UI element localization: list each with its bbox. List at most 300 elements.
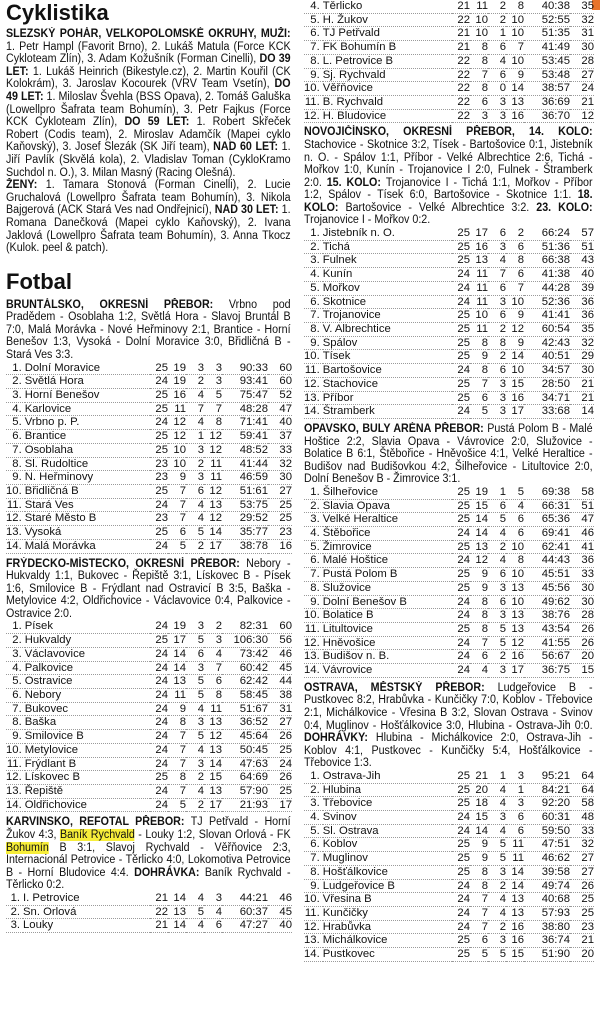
draws-cell: 5: [186, 688, 204, 702]
rank-cell: 8.: [304, 581, 323, 595]
points-cell: 32: [570, 336, 594, 350]
points-cell: 30: [268, 471, 292, 485]
points-cell: 60: [268, 620, 292, 633]
table-row: [6, 443, 292, 457]
table-row: [304, 893, 594, 907]
played-cell: 25: [452, 540, 470, 554]
team-cell: Služovice: [323, 581, 452, 595]
wins-cell: 8: [470, 622, 488, 636]
wins-cell: 17: [168, 634, 186, 648]
played-cell: 24: [452, 879, 470, 893]
played-cell: 24: [150, 688, 168, 702]
played-cell: 22: [452, 13, 470, 27]
points-cell: 12: [570, 109, 594, 123]
team-cell: Břidličná B: [25, 484, 150, 498]
draws-cell: 5: [488, 852, 506, 866]
table-row: [6, 716, 292, 730]
draws-cell: 1: [186, 430, 204, 444]
team-cell: Tísek: [323, 350, 452, 364]
rank-cell: 6.: [304, 27, 323, 41]
losses-cell: 6: [204, 675, 222, 689]
team-cell: Šilheřovice: [323, 486, 452, 499]
team-cell: Světlá Hora: [25, 375, 150, 389]
table-row: [304, 622, 594, 636]
team-cell: Sl. Ostrava: [323, 824, 452, 838]
draws-cell: 8: [488, 336, 506, 350]
score-cell: 44:28: [524, 281, 570, 295]
points-cell: 52: [268, 389, 292, 403]
draws-cell: 5: [488, 636, 506, 650]
wins-cell: 5: [168, 539, 186, 553]
losses-cell: 13: [204, 784, 222, 798]
rank-cell: 10.: [304, 82, 323, 96]
draws-cell: 1: [488, 486, 506, 499]
rank-cell: 3.: [6, 919, 23, 933]
played-cell: 24: [150, 498, 168, 512]
played-cell: 25: [452, 838, 470, 852]
played-cell: 25: [452, 783, 470, 797]
losses-cell: 6: [506, 513, 524, 527]
played-cell: 25: [452, 499, 470, 513]
played-cell: 22: [452, 54, 470, 68]
played-cell: 25: [452, 377, 470, 391]
losses-cell: 8: [506, 554, 524, 568]
played-cell: 21: [150, 919, 168, 933]
losses-cell: 14: [204, 757, 222, 771]
played-cell: 22: [452, 95, 470, 109]
points-cell: 23: [570, 920, 594, 934]
wins-cell: 7: [168, 784, 186, 798]
table-row: [304, 268, 594, 282]
losses-cell: 8: [204, 416, 222, 430]
wins-cell: 7: [168, 730, 186, 744]
result-text: 1. Tamara Stonová (Forman Cinelli), 2. Lucie Gruchalová (Lowellpro Šafrata team Bohumín), 3. Nikola Bajgerová (ACK Stará Ves nad Ondřejnicí),: [6, 179, 291, 217]
points-cell: 25: [268, 784, 292, 798]
team-cell: Řepiště: [25, 784, 150, 798]
table-row: [6, 892, 292, 905]
points-cell: 28: [570, 54, 594, 68]
team-cell: Mořkov: [323, 281, 452, 295]
rank-cell: 1.: [304, 227, 323, 240]
losses-cell: 10: [506, 364, 524, 378]
wins-cell: 7: [470, 906, 488, 920]
points-cell: 33: [570, 824, 594, 838]
draws-cell: 3: [186, 443, 204, 457]
draws-cell: 5: [186, 905, 204, 919]
karvinsko-league-table: [6, 892, 292, 933]
team-cell: B. Rychvald: [323, 95, 452, 109]
team-cell: Kunčičky: [323, 906, 452, 920]
wins-cell: 7: [168, 757, 186, 771]
wins-cell: 19: [168, 620, 186, 633]
wins-cell: 8: [470, 41, 488, 55]
losses-cell: 10: [506, 540, 524, 554]
draws-cell: 4: [186, 892, 204, 905]
losses-cell: 12: [204, 512, 222, 526]
played-cell: 24: [150, 539, 168, 553]
played-cell: 24: [150, 647, 168, 661]
points-cell: 48: [570, 811, 594, 825]
points-cell: 26: [570, 636, 594, 650]
points-cell: 51: [570, 499, 594, 513]
draws-cell: 3: [186, 757, 204, 771]
draws-cell: 4: [488, 783, 506, 797]
wins-cell: 9: [470, 350, 488, 364]
rank-cell: 11.: [304, 622, 323, 636]
bruntal-league-table: [6, 362, 292, 554]
score-cell: 50:45: [222, 743, 268, 757]
team-cell: Slavia Opava: [323, 499, 452, 513]
played-cell: 24: [150, 661, 168, 675]
team-cell: Tichá: [323, 240, 452, 254]
wins-cell: 19: [168, 362, 186, 375]
table-row: [6, 757, 292, 771]
losses-cell: 13: [506, 906, 524, 920]
score-cell: 36:69: [524, 95, 570, 109]
wins-cell: 8: [168, 771, 186, 785]
losses-cell: 15: [506, 948, 524, 962]
score-cell: 35:77: [222, 526, 268, 540]
played-cell: 24: [452, 281, 470, 295]
losses-cell: 6: [204, 919, 222, 933]
rank-cell: 9.: [304, 879, 323, 893]
played-cell: 25: [452, 336, 470, 350]
rank-cell: 10.: [6, 484, 25, 498]
played-cell: 25: [150, 771, 168, 785]
score-cell: 84:21: [524, 783, 570, 797]
played-cell: 24: [150, 620, 168, 633]
rank-cell: 13.: [304, 934, 323, 948]
rank-cell: 11.: [304, 364, 323, 378]
rank-cell: 9.: [6, 730, 25, 744]
rank-cell: 12.: [304, 920, 323, 934]
table-row: [6, 512, 292, 526]
score-cell: 40:51: [524, 350, 570, 364]
rank-cell: 5.: [304, 540, 323, 554]
wins-cell: 13: [168, 905, 186, 919]
table-row: [304, 948, 594, 962]
played-cell: 25: [452, 254, 470, 268]
team-cell: Velké Heraltice: [323, 513, 452, 527]
losses-cell: 13: [506, 581, 524, 595]
points-cell: 35: [570, 0, 594, 13]
team-cell: V. Albrechtice: [323, 323, 452, 337]
played-cell: 25: [452, 852, 470, 866]
points-cell: 51: [570, 240, 594, 254]
rank-cell: 2.: [6, 905, 23, 919]
rank-cell: 13.: [6, 526, 25, 540]
points-cell: 36: [570, 309, 594, 323]
draws-cell: 4: [186, 389, 204, 403]
score-cell: 40:68: [524, 893, 570, 907]
result-text: - Louky 1:2, Slovan Orlová - FK: [134, 828, 291, 841]
points-cell: 32: [268, 457, 292, 471]
team-cell: Litultovice: [323, 622, 452, 636]
section-label: DO 39 LET:: [6, 53, 291, 78]
played-cell: 25: [452, 391, 470, 405]
section-label: OSTRAVA, MĚSTSKÝ PŘEBOR:: [304, 681, 498, 694]
draws-cell: 3: [488, 405, 506, 419]
losses-cell: 3: [204, 375, 222, 389]
points-cell: 30: [570, 581, 594, 595]
draws-cell: 4: [186, 743, 204, 757]
draws-cell: 3: [488, 664, 506, 678]
played-cell: 24: [452, 295, 470, 309]
losses-cell: 12: [506, 323, 524, 337]
losses-cell: 11: [204, 471, 222, 485]
losses-cell: 13: [506, 609, 524, 623]
cycling-heading: Cyklistika: [6, 0, 109, 25]
frydek-league-table: [6, 620, 292, 812]
points-cell: 64: [570, 783, 594, 797]
karvinsko-league-table-continued: [304, 0, 594, 123]
losses-cell: 16: [506, 934, 524, 948]
wins-cell: 18: [470, 797, 488, 811]
team-cell: Bolatice B: [323, 609, 452, 623]
table-row: [6, 798, 292, 812]
section-label: DOHRÁVKY:: [304, 732, 376, 745]
draws-cell: 2: [488, 323, 506, 337]
losses-cell: 10: [506, 568, 524, 582]
result-text: 1. Romana Danečková (Mapei cyklo Kaňovský), 2. Ivana Jaklová (Lowellpro Šafrata team Bohumín), 3. Anna Tkocz (Kulok. peel & patch).: [6, 204, 291, 255]
team-cell: Jistebník n. O.: [323, 227, 452, 240]
score-cell: 59:41: [222, 430, 268, 444]
table-row: [6, 675, 292, 689]
wins-cell: 14: [168, 892, 186, 905]
wins-cell: 10: [470, 309, 488, 323]
rank-cell: 4.: [304, 0, 323, 13]
bruntal-results: [6, 299, 291, 362]
wins-cell: 16: [168, 389, 186, 403]
losses-cell: 10: [506, 595, 524, 609]
wins-cell: 17: [470, 227, 488, 240]
score-cell: 92:20: [524, 797, 570, 811]
table-row: [304, 295, 594, 309]
draws-cell: 3: [488, 581, 506, 595]
played-cell: 25: [452, 865, 470, 879]
wins-cell: 6: [470, 95, 488, 109]
rank-cell: 11.: [304, 906, 323, 920]
table-row: [304, 852, 594, 866]
rank-cell: 7.: [304, 41, 323, 55]
losses-cell: 8: [506, 0, 524, 13]
points-cell: 33: [268, 443, 292, 457]
wins-cell: 14: [470, 513, 488, 527]
score-cell: 60:54: [524, 323, 570, 337]
table-row: [304, 783, 594, 797]
table-row: [6, 688, 292, 702]
rank-cell: 2.: [304, 240, 323, 254]
rank-cell: 2.: [304, 783, 323, 797]
losses-cell: 14: [506, 879, 524, 893]
team-cell: L. Petrovice B: [323, 54, 452, 68]
played-cell: 24: [150, 702, 168, 716]
score-cell: 45:51: [524, 568, 570, 582]
draws-cell: 6: [488, 568, 506, 582]
draws-cell: 6: [488, 41, 506, 55]
team-cell: Osoblaha: [25, 443, 150, 457]
losses-cell: 7: [204, 402, 222, 416]
losses-cell: 8: [506, 254, 524, 268]
played-cell: 24: [452, 811, 470, 825]
played-cell: 24: [452, 268, 470, 282]
draws-cell: 3: [186, 620, 204, 633]
losses-cell: 16: [506, 391, 524, 405]
score-cell: 53:45: [524, 54, 570, 68]
team-cell: Koblov: [323, 838, 452, 852]
losses-cell: 3: [204, 892, 222, 905]
result-text: 1. Miloslav Švehla (BSS Opava), 2. Tomáš Galuška (Lowellpro Šafrata team Bohumín), 3. Petr Fajkus (Force KCK Cykloteam Zlín),: [6, 90, 291, 129]
team-cell: Ostravice: [25, 675, 150, 689]
draws-cell: 3: [488, 811, 506, 825]
team-cell: Pustá Polom B: [323, 568, 452, 582]
played-cell: 24: [452, 824, 470, 838]
score-cell: 36:74: [524, 934, 570, 948]
wins-cell: 6: [470, 934, 488, 948]
rank-cell: 4.: [304, 268, 323, 282]
section-label: FRÝDECKO-MÍSTECKO, OKRESNÍ PŘEBOR:: [6, 557, 247, 570]
score-cell: 62:41: [524, 540, 570, 554]
losses-cell: 3: [506, 770, 524, 783]
rank-cell: 13.: [6, 784, 25, 798]
team-cell: Žimrovice: [323, 540, 452, 554]
table-row: [304, 281, 594, 295]
rank-cell: 12.: [304, 109, 323, 123]
result-text: 1. Lukáš Heinrich (Bikestyle.cz), 2. Martin Kouřil (CK Kolokrám), 3. Jaroslav Kocourek (VRV Team Vsetín),: [6, 65, 291, 91]
table-row: [304, 486, 594, 499]
losses-cell: 4: [204, 905, 222, 919]
table-row: [304, 54, 594, 68]
score-cell: 69:41: [524, 527, 570, 541]
draws-cell: 3: [488, 391, 506, 405]
draws-cell: 4: [488, 527, 506, 541]
table-row: [6, 430, 292, 444]
points-cell: 30: [570, 364, 594, 378]
played-cell: 22: [150, 905, 168, 919]
wins-cell: 19: [168, 375, 186, 389]
draws-cell: 4: [488, 797, 506, 811]
table-row: [6, 389, 292, 403]
points-cell: 27: [570, 852, 594, 866]
team-cell: Budišov n. B.: [323, 650, 452, 664]
team-cell: Hošťálkovice: [323, 865, 452, 879]
section-label: DO 59 LET:: [124, 116, 197, 129]
played-cell: 25: [452, 240, 470, 254]
wins-cell: 8: [470, 364, 488, 378]
table-row: [304, 595, 594, 609]
points-cell: 23: [268, 526, 292, 540]
rank-cell: 5.: [6, 675, 25, 689]
rank-cell: 5.: [304, 824, 323, 838]
score-cell: 39:58: [524, 865, 570, 879]
wins-cell: 16: [470, 240, 488, 254]
points-cell: 31: [570, 27, 594, 41]
points-cell: 30: [570, 595, 594, 609]
score-cell: 29:52: [222, 512, 268, 526]
wins-cell: 9: [168, 702, 186, 716]
losses-cell: 11: [506, 838, 524, 852]
team-cell: Hlubina: [323, 783, 452, 797]
table-row: [304, 364, 594, 378]
result-text: Hlubina - Michálkovice 2:0, Ostrava-Jih - Koblov 4:1, Pustkovec - Kunčičky 5:4, Hošťálkovice - Třebovice 1:3.: [304, 732, 593, 770]
table-row: [304, 650, 594, 664]
wins-cell: 9: [470, 852, 488, 866]
losses-cell: 3: [204, 362, 222, 375]
draws-cell: 5: [488, 513, 506, 527]
table-row: [6, 784, 292, 798]
score-cell: 48:28: [222, 402, 268, 416]
draws-cell: 7: [186, 402, 204, 416]
score-cell: 38:78: [222, 539, 268, 553]
team-cell: N. Heřminovy: [25, 471, 150, 485]
rank-cell: 7.: [304, 852, 323, 866]
table-row: [304, 82, 594, 96]
played-cell: 24: [452, 920, 470, 934]
wins-cell: 11: [168, 402, 186, 416]
played-cell: 25: [150, 443, 168, 457]
rank-cell: 3.: [304, 797, 323, 811]
score-cell: 69:38: [524, 486, 570, 499]
result-text: Vrbno pod Pradědem - Osoblaha 1:2, Světlá Hora - Slavoj Bruntál B 7:0, Malá Morávka - Nové Heřminovy 2:1, Brantice - Horní Benešov 1:3, Vysoká - Dolní Moravice 3:0, Břidličná B - Stará Ves 3:3.: [6, 298, 291, 362]
wins-cell: 11: [470, 281, 488, 295]
draws-cell: 4: [488, 54, 506, 68]
rank-cell: 4.: [304, 811, 323, 825]
losses-cell: 9: [506, 68, 524, 82]
draws-cell: 2: [186, 375, 204, 389]
draws-cell: 6: [488, 499, 506, 513]
result-text: Ludgeřovice B - Pustkovec 8:2, Hrabůvka - Kunčičky 7:0, Koblov - Třebovice 2:1, Michálkovice - Vřesina B 3:2, Slovan Ostrava - Svinov 0:4, Muglinov - Hošťálkovice 3:0, Hlubina - Ostrava-Jih 0:0.: [304, 681, 593, 732]
played-cell: 24: [150, 416, 168, 430]
draws-cell: 5: [186, 634, 204, 648]
rank-cell: 9.: [304, 336, 323, 350]
draws-cell: 6: [488, 309, 506, 323]
score-cell: 71:41: [222, 416, 268, 430]
team-cell: Baška: [25, 716, 150, 730]
losses-cell: 2: [506, 227, 524, 240]
played-cell: 24: [452, 609, 470, 623]
score-cell: 38:80: [524, 920, 570, 934]
points-cell: 38: [268, 688, 292, 702]
table-row: [304, 109, 594, 123]
table-row: [6, 647, 292, 661]
team-cell: Dolní Benešov B: [323, 595, 452, 609]
wins-cell: 11: [470, 268, 488, 282]
team-cell: Třebovice: [323, 797, 452, 811]
football-heading: Fotbal: [6, 268, 72, 294]
team-cell: I. Petrovice: [23, 892, 150, 905]
team-cell: Fulnek: [323, 254, 452, 268]
result-text: B 3:1, Slavoj Rychvald - Věřňovice 2:3, Internacionál Petrovice - Těrlicko 4:0, Lokomotiva Petrovice B - Horní Bludovice 4:4.: [6, 841, 291, 879]
draws-cell: 0: [488, 82, 506, 96]
losses-cell: 13: [204, 743, 222, 757]
played-cell: 24: [452, 527, 470, 541]
draws-cell: 3: [488, 377, 506, 391]
played-cell: 22: [452, 82, 470, 96]
draws-cell: 6: [488, 595, 506, 609]
played-cell: 24: [150, 716, 168, 730]
section-label: NOVOJIČÍNSKO, OKRESNÍ PŘEBOR, 14. KOLO:: [304, 126, 593, 139]
team-cell: Horní Benešov: [25, 389, 150, 403]
team-cell: Sj. Rychvald: [323, 68, 452, 82]
played-cell: 24: [452, 405, 470, 419]
played-cell: 24: [452, 906, 470, 920]
points-cell: 47: [570, 513, 594, 527]
draws-cell: 4: [186, 416, 204, 430]
table-row: [6, 362, 292, 375]
draws-cell: 4: [488, 893, 506, 907]
table-row: [6, 702, 292, 716]
table-row: [304, 554, 594, 568]
